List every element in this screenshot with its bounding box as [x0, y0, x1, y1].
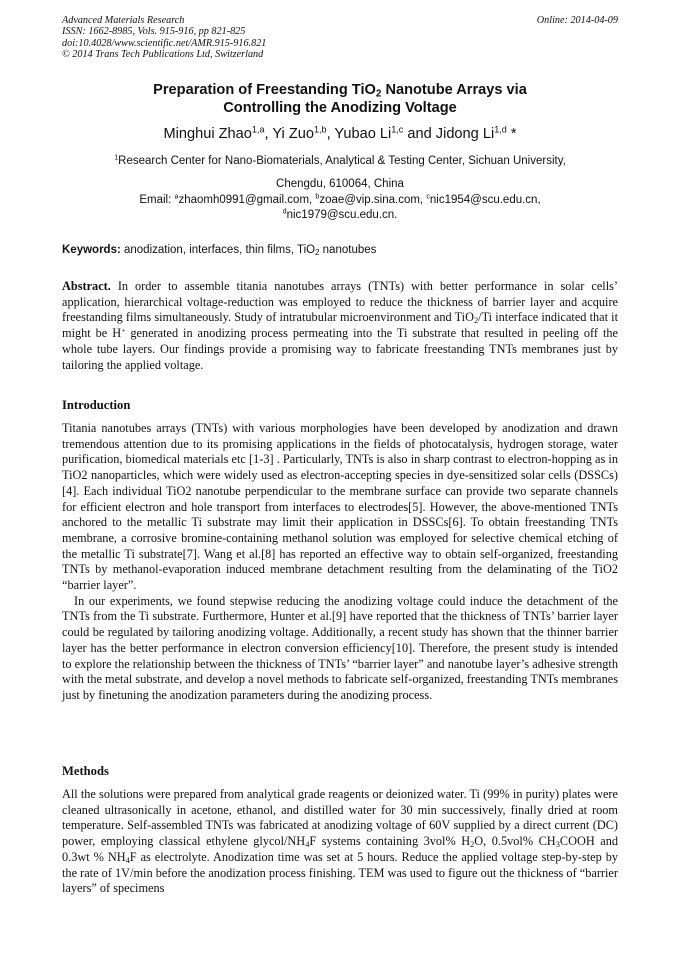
author-name: Yi Zuo — [272, 126, 314, 142]
author-name: Yubao Li — [334, 126, 392, 142]
issn-line: ISSN: 1662-8985, Vols. 915-916, pp 821-825 — [62, 26, 246, 38]
journal-header — [62, 15, 618, 60]
introduction-body — [62, 421, 618, 704]
journal-name: Advanced Materials Research — [62, 15, 185, 26]
paragraph: All the solutions were prepared from analytical grade reagents or deionized water. Ti (99% in purity) plates were cleaned ultrasonically in acetone, ethanol, and distilled water for 30 min successively, finally dried at room temperature. Self-assembled TNTs was fabricated at anodizing voltage of 60V supplied by a direct current (DC) power, employing classical ethylene glycol/$NH_4F$ systems containing 3vol% $H_2O$, 0.5vol% $CH_3COOH$ and 0.3wt % $NH_4F$ as electrolyte. Anodization time was set at 5 hours. Reduce the applied voltage step-by-step by the rate of 1V/min before the anodization process finishing. TEM was used to figure out the thickness of “barrier layers” of specimens — [62, 787, 619, 896]
author-name: Jidong Li — [435, 126, 495, 142]
author-list: Minghui Zhao$^{1,a}$, Yi Zuo$^{1,b}$, Yubao Li$^{1,c}$ and Jidong Li$^{1,d}$ * — [163, 124, 517, 142]
email-link[interactable]: zoae@vip.sina.com, — [319, 194, 427, 206]
paragraph: Titania nanotubes arrays (TNTs) with various morphologies have been developed by anodization and drawn tremendous attention due to its promising applications in the fields of photocatalysis, hydrogen storage, water purification, biomedical materials etc [1-3] . Particularly, TNTs is also in sharp contrast to electron-hopping as in TiO2 nanoparticles, which were widely used as electron-accepting species in dye-sensitized solar cells (DSSCs)[4]. Each individual TiO2 nanotube perpendicular to the membrane surface can provide two separate channels for efficient electron and hole transport from interfaces to electrodes[5]. However, the above-mentioned TNTs anchored to the metallic Ti substrate may limit their application in DSSCs[6]. To obtain freestanding TNTs membrane, a corrosive bromine-containing methanol solution was employed for selective chemical etching of the metallic Ti substrate[7]. Wang et al.[8] has reported an effective way to obtain self-organized, freestanding TNTs by methanol-evaporation induced membrane detachment resulting from the delaminating of the TiO2 “barrier layer”. — [62, 421, 618, 593]
keywords: Keywords: anodization, interfaces, thin films, TiO$_2$ nanotubes — [62, 244, 377, 257]
introduction-heading: Introduction — [62, 398, 131, 412]
abstract-label: Abstract. — [62, 279, 111, 293]
paragraph: In our experiments, we found stepwise reducing the anodizing voltage could induce the detachment of the TNTs from the Ti substrate. Furthermore, Hunter et al.[9] have reported that the thickness of TNTs’ barrier layer could be regulated by tailoring anodizing voltage. Additionally, a recent study has shown that the thinner barrier layer has the better performance in electron conversion efficiency[10]. Therefore, the present study is intended to explore the relationship between the thickness of TNTs’ “barrier layer” and nanotube layer’s adhesive strength with the metal substrate, and develop a novel methods to fabricate self-organized, freestanding TNTs membranes just by finetuning the anodization parameters during the anodizing process. — [62, 593, 618, 702]
email-link[interactable]: nic1954@scu.edu.cn, — [429, 194, 541, 206]
methods-heading: Methods — [62, 764, 109, 778]
keywords-label: Keywords: — [62, 244, 121, 256]
doi-line[interactable]: doi:10.4028/www.scientific.net/AMR.915-916.821 — [62, 37, 267, 49]
methods-body — [62, 787, 618, 897]
online-date: Online: 2014-04-09 — [536, 15, 618, 26]
copyright-line: © 2014 Trans Tech Publications Ltd, Switzerland — [62, 48, 264, 60]
author-name: Minghui Zhao — [163, 126, 252, 142]
abstract: Abstract. In order to assemble titania nanotubes arrays (TNTs) with better performance in solar cells’ application, hierarchical voltage-reduction was employed to reduce the thickness of barrier layer and acquire freestanding films simultaneously. Study of intratubular microenvironment and TiO$_2$/Ti interface indicated that it might be H+ generated in anodizing process permeating into the Ti substrate that resulted in peeling off the whole tube layers. Our findings provide a promising way to fabricate freestanding TNTs membranes just by tailoring the applied voltage. — [62, 279, 618, 372]
email-list: Email: $^a$zhaomh0991@gmail.com, $^b$zoae@vip.sina.com, $^c$nic1954@scu.edu.cn, $^d$nic1979@scu.edu.cn. — [139, 192, 541, 221]
affiliation: $^1$Research Center for Nano-Biomaterials, Analytical & Testing Center, Sichuan University, Chengdu, 610064, China — [114, 153, 566, 190]
email-link[interactable]: nic1979@scu.edu.cn. — [286, 209, 398, 221]
email-link[interactable]: zhaomh0991@gmail.com, — [178, 194, 316, 206]
paper-title: Preparation of Freestanding TiO$_2$ Nanotube Arrays via Controlling the Anodizing Voltage — [153, 82, 527, 116]
